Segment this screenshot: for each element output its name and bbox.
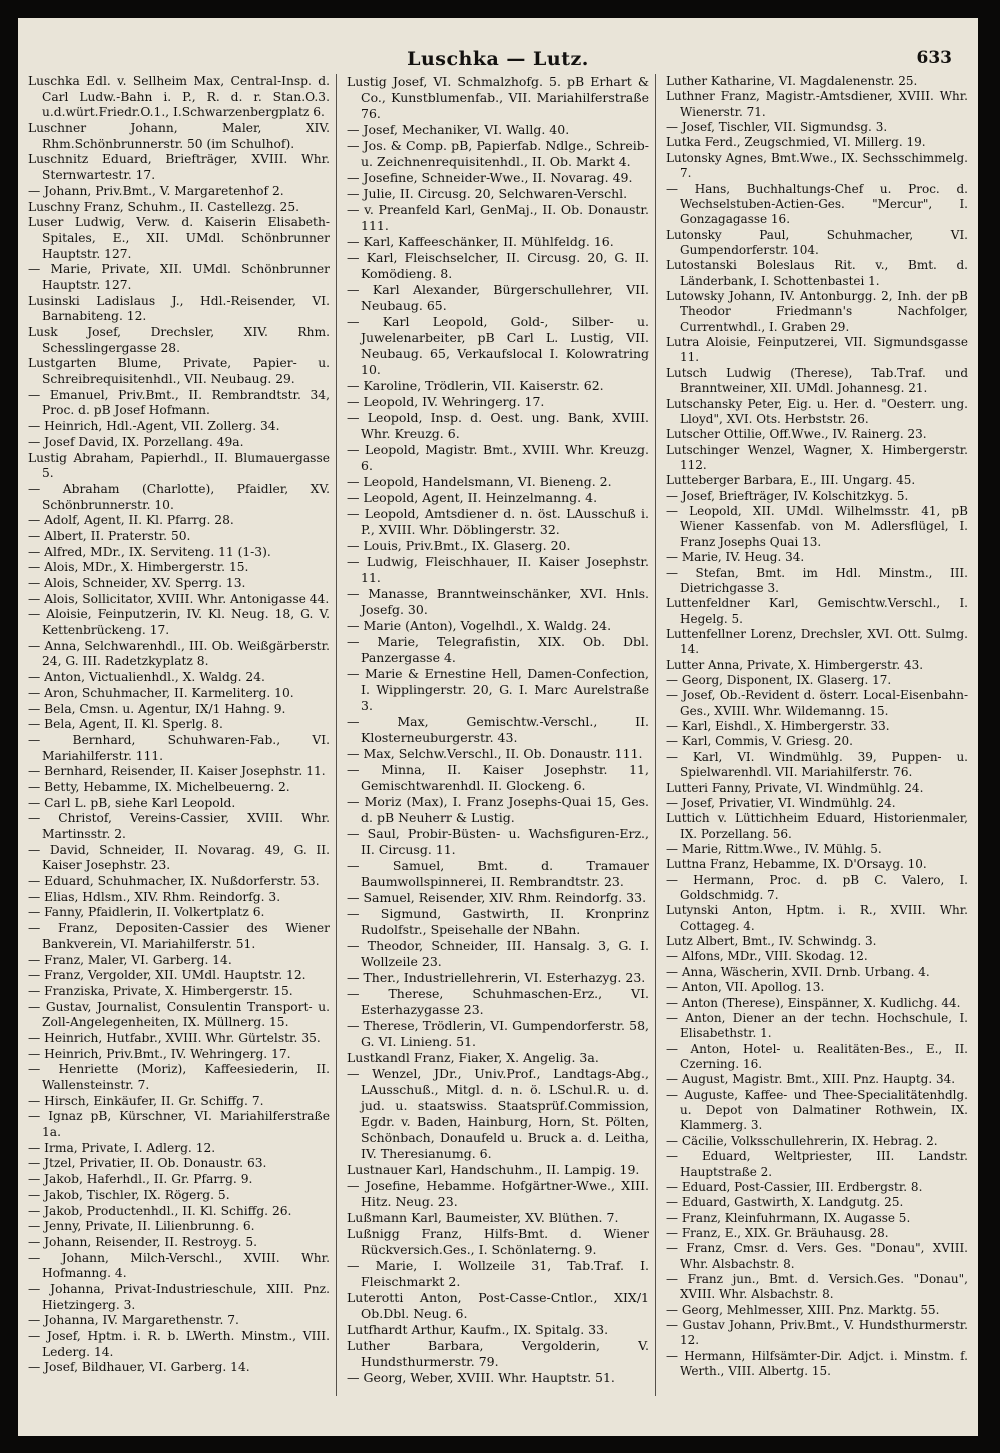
directory-entry: — Fanny, Pfaidlerin, II. Volkertplatz 6. [28,905,265,920]
directory-entry: — Jakob, Tischler, IX. Rögerg. 5. [28,1187,230,1202]
directory-entry: — Marie & Ernestine Hell, Damen-Confection, I. Wipplingerstr. 20, G. I. Marc Aurelstraße 3. [347,666,649,713]
directory-entry: — Karoline, Trödlerin, VII. Kaiserstr. 62. [347,378,604,393]
directory-entry: Lusinski Ladislaus J., Hdl.-Reisender, VI. Barnabiteng. 12. [28,293,330,324]
directory-entry: — Sigmund, Gastwirth, II. Kronprinz Rudolfstr., Speisehalle der NBahn. [347,906,649,937]
directory-entry: — Josefine, Hebamme. Hofgärtner-Wwe., XIII. Hitz. Neug. 23. [347,1178,649,1209]
directory-entry: — Anton (Therese), Einspänner, X. Kudlichg. 44. [666,995,961,1010]
directory-entry: Lutsch Ludwig (Therese), Tab.Traf. und Branntweiner, XII. UMdl. Johannesg. 21. [666,365,968,396]
directory-entry: Luschner Johann, Maler, XIV. Rhm.Schönbrunnerstr. 50 (im Schulhof). [28,121,330,151]
directory-entry: — Karl Leopold, Gold-, Silber- u. Juwelenarbeiter, pB Carl L. Lustig, VII. Neubaug. 65, Verkaufslocal I. Kolowratring 10. [347,314,649,377]
directory-entry: — Bela, Agent, II. Kl. Sperlg. 8. [28,717,223,732]
directory-entry: Luttna Franz, Hebamme, IX. D'Orsayg. 10. [666,857,927,872]
directory-entry: — Eduard, Weltpriester, III. Landstr. Hauptstraße 2. [666,1149,968,1179]
directory-entry: Lutschinger Wenzel, Wagner, X. Himbergerstr. 112. [666,442,968,472]
directory-entry: — Carl L. pB, siehe Karl Leopold. [28,795,236,810]
directory-entry: Lutfhardt Arthur, Kaufm., IX. Spitalg. 33. [347,1322,609,1337]
directory-entry: — Josef, Ob.-Revident d. österr. Local-Eisenbahn-Ges., XVIII. Whr. Wildemanng. 15. [666,688,968,718]
directory-entry: Lutowsky Johann, IV. Antonburgg. 2, Inh. der pB Theodor Friedmann's Nachfolger, Currentwhdl., I. Graben 29. [666,289,968,334]
directory-entry: — Bernhard, Reisender, II. Kaiser Josephstr. 11. [28,764,326,779]
directory-entry: — Therese, Trödlerin, VI. Gumpendorferstr. 58, G. VI. Linieng. 51. [347,1018,649,1049]
directory-entry: Luschka Edl. v. Sellheim Max, Central-Insp. d. Carl Ludw.-Bahn i. P., R. d. r. Stan.O.3. u.d.würt.Friedr.O.1., I.Schwarzenbergplatz 6. [28,74,330,120]
directory-entry: — Franz, E., XIX. Gr. Bräuhausg. 28. [666,1225,889,1240]
directory-entry: — Leopold, Insp. d. Oest. ung. Bank, XVIII. Whr. Kreuzg. 6. [347,410,649,441]
directory-entry: — Jakob, Haferhdl., II. Gr. Pfarrg. 9. [28,1172,253,1187]
column-left [28,74,337,1396]
directory-entry: Luther Katharine, VI. Magdalenenstr. 25. [666,74,918,88]
directory-entry: — Josef, Mechaniker, VI. Wallg. 40. [347,122,570,137]
directory-entry: — Karl, VI. Windmühlg. 39, Puppen- u. Spielwarenhdl. VII. Mariahilferstr. 76. [666,749,968,780]
directory-entry: — August, Magistr. Bmt., XIII. Pnz. Hauptg. 34. [666,1072,956,1087]
directory-entry: — Henriette (Moriz), Kaffeesiederin, II. Wallensteinstr. 7. [28,1062,330,1092]
directory-entry: — Cäcilie, Volksschullehrerin, IX. Hebrag. 2. [666,1133,938,1148]
directory-entry: — David, Schneider, II. Novarag. 49, G. II. Kaiser Josephstr. 23. [28,842,330,873]
directory-entry: — Louis, Priv.Bmt., IX. Glaserg. 20. [347,538,571,553]
directory-entry: — Bela, Cmsn. u. Agentur, IX/1 Hahng. 9. [28,701,286,716]
directory-entry: — Elias, Hdlsm., XIV. Rhm. Reindorfg. 3. [28,889,281,904]
directory-entry: — Saul, Probir-Büsten- u. Wachsfiguren-Erz., II. Circusg. 11. [347,826,649,857]
directory-entry: Lutteberger Barbara, E., III. Ungarg. 45. [666,473,916,488]
directory-entry: — Karl Alexander, Bürgerschullehrer, VII. Neubaug. 65. [347,282,649,313]
directory-entry: — Franz, Maler, VI. Garberg. 14. [28,952,232,967]
directory-entry: Lutka Ferd., Zeugschmied, VI. Millerg. 19. [666,135,926,150]
directory-entry: — Eduard, Gastwirth, X. Landgutg. 25. [666,1195,904,1210]
directory-entry: — Josefine, Schneider-Wwe., II. Novarag. 49. [347,170,633,185]
directory-entry: Lusk Josef, Drechsler, XIV. Rhm. Schesslingergasse 28. [28,325,330,355]
directory-entry: Lutra Aloisie, Feinputzerei, VII. Sigmundsgasse 11. [666,335,968,365]
directory-entry: — Anna, Selchwarenhdl., III. Ob. Weißgärberstr. 24, G. III. Radetzkyplatz 8. [28,638,330,669]
directory-entry: — Emanuel, Priv.Bmt., II. Rembrandtstr. 34, Proc. d. pB Josef Hofmann. [28,387,330,418]
directory-entry: — Julie, II. Circusg. 20, Selchwaren-Verschl. [347,186,628,201]
directory-entry: Luschnitz Eduard, Briefträger, XVIII. Whr. Sternwartestr. 17. [28,152,330,183]
directory-entry: — Max, Gemischtw.-Verschl., II. Klosterneuburgerstr. 43. [347,714,649,745]
directory-entry: — Leopold, Handelsmann, VI. Bieneng. 2. [347,474,612,489]
directory-entry: — Betty, Hebamme, IX. Michelbeuerng. 2. [28,779,290,794]
directory-entry: — Franziska, Private, X. Himbergerstr. 15. [28,983,293,998]
directory-entry: — Johann, Reisender, II. Restroyg. 5. [28,1234,258,1249]
directory-entry: — Karl, Commis, V. Griesg. 20. [666,734,853,749]
directory-entry: — Jtzel, Privatier, II. Ob. Donaustr. 63. [28,1156,267,1171]
directory-entry: — Franz, Vergolder, XII. UMdl. Hauptstr. 12. [28,968,306,983]
directory-entry: — Karl, Fleischselcher, II. Circusg. 20, G. II. Komödieng. 8. [347,250,649,281]
directory-entry: Lußmann Karl, Baumeister, XV. Blüthen. 7. [347,1210,619,1225]
directory-entry: — Therese, Schuhmaschen-Erz., VI. Esterhazygasse 23. [347,986,649,1017]
directory-entry: — Eduard, Schuhmacher, IX. Nußdorferstr. 53. [28,874,320,889]
directory-entry: — Johann, Milch-Verschl., XVIII. Whr. Hofmanng. 4. [28,1250,330,1281]
directory-entry: — Ther., Industriellehrerin, VI. Esterhazyg. 23. [347,970,646,985]
directory-entry: — Anton, Diener an der techn. Hochschule, I. Elisabethstr. 1. [666,1010,968,1041]
directory-entry: — Johanna, IV. Margarethenstr. 7. [28,1313,239,1328]
directory-entry: — Marie (Anton), Vogelhdl., X. Waldg. 24. [347,618,612,633]
directory-entry: — Johanna, Privat-Industrieschule, XIII. Pnz. Hietzingerg. 3. [28,1281,330,1312]
directory-entry: — Manasse, Branntweinschänker, XVI. Hnls. Josefg. 30. [347,586,649,617]
directory-entry: — Jenny, Private, II. Lilienbrunng. 6. [28,1219,255,1234]
directory-entry: — Abraham (Charlotte), Pfaidler, XV. Schönbrunnerstr. 10. [28,481,330,512]
directory-entry: — Alois, MDr., X. Himbergerstr. 15. [28,560,249,575]
directory-entry: Luthner Franz, Magistr.-Amtsdiener, XVIII. Whr. Wienerstr. 71. [666,89,968,119]
directory-entry: — Franz, Depositen-Cassier des Wiener Bankverein, VI. Mariahilferstr. 51. [28,921,330,951]
directory-entry: — Aron, Schuhmacher, II. Karmeliterg. 10. [28,685,294,700]
column-middle [347,74,656,1396]
directory-entry: Lutynski Anton, Hptm. i. R., XVIII. Whr. Cottageg. 4. [666,903,968,933]
directory-entry: Lutteri Fanny, Private, VI. Windmühlg. 24. [666,780,924,795]
directory-entry: — Leopold, IV. Wehringerg. 17. [347,394,545,409]
directory-entry: — Marie, IV. Heug. 34. [666,550,805,565]
directory-entry: — Marie, I. Wollzeile 31, Tab.Traf. I. Fleischmarkt 2. [347,1258,649,1289]
directory-entry: — Eduard, Post-Cassier, III. Erdbergstr. 8. [666,1179,923,1194]
directory-entry: — Hermann, Proc. d. pB C. Valero, I. Goldschmidg. 7. [666,872,968,903]
directory-entry: — Leopold, XII. UMdl. Wilhelmsstr. 41, pB Wiener Kassenfab. von M. Adlersflügel, I. Franz Josephs Quai 13. [666,504,968,549]
directory-entry: — Ignaz pB, Kürschner, VI. Mariahilferstraße 1a. [28,1109,330,1140]
directory-entry: — Heinrich, Hdl.-Agent, VII. Zollerg. 34. [28,419,280,434]
directory-entry: Lutonsky Agnes, Bmt.Wwe., IX. Sechsschimmelg. 7. [666,150,968,181]
directory-entry: — Irma, Private, I. Adlerg. 12. [28,1140,216,1155]
directory-entry: — Stefan, Bmt. im Hdl. Minstm., III. Dietrichgasse 3. [666,565,968,595]
directory-entry: — Marie, Rittm.Wwe., IV. Mühlg. 5. [666,841,882,856]
directory-entry: — Leopold, Agent, II. Heinzelmanng. 4. [347,490,598,505]
directory-entry: — Theodor, Schneider, III. Hansalg. 3, G. I. Wollzeile 23. [347,938,649,969]
directory-entry: — Hans, Buchhaltungs-Chef u. Proc. d. Wechselstuben-Actien-Ges. "Mercur", I. Gonzagagasse 16. [666,181,968,227]
directory-entry: — Hirsch, Einkäufer, II. Gr. Schiffg. 7. [28,1093,264,1108]
directory-entry: — Moriz (Max), I. Franz Josephs-Quai 15, Ges. d. pB Neuherr & Lustig. [347,794,649,825]
directory-entry: — Alois, Schneider, XV. Sperrg. 13. [28,576,246,590]
directory-entry: Luttenfellner Lorenz, Drechsler, XVI. Ott. Sulmg. 14. [666,626,968,657]
directory-entry: — Minna, II. Kaiser Josephstr. 11, Gemischtwarenhdl. II. Glockeng. 6. [347,762,649,793]
directory-entry: Lutonsky Paul, Schuhmacher, VI. Gumpendorferstr. 104. [666,227,968,257]
directory-entry: Lutostanski Boleslaus Rit. v., Bmt. d. Länderbank, I. Schottenbastei 1. [666,258,968,288]
directory-entry: — Karl, Eishdl., X. Himbergerstr. 33. [666,719,890,734]
directory-entry: — Max, Selchw.Verschl., II. Ob. Donaustr. 111. [347,746,643,761]
directory-entry: — Georg, Disponent, IX. Glaserg. 17. [666,673,892,688]
directory-entry: — Leopold, Amtsdiener d. n. öst. LAusschuß i. P., XVIII. Whr. Döblingerstr. 32. [347,506,649,537]
directory-entry: — Franz, Kleinfuhrmann, IX. Augasse 5. [666,1210,911,1225]
directory-entry: — Heinrich, Hutfabr., XVIII. Whr. Gürtelstr. 35. [28,1030,321,1045]
directory-entry: — Josef, Privatier, VI. Windmühlg. 24. [666,795,896,810]
directory-entry: — Franz jun., Bmt. d. Versich.Ges. "Donau", XVIII. Whr. Alsbachstr. 8. [666,1272,968,1302]
directory-entry: Lustig Abraham, Papierhdl., II. Blumauergasse 5. [28,450,330,481]
directory-entry: Lutschansky Peter, Eig. u. Her. d. "Oesterr. ung. Lloyd", XVI. Ots. Herbststr. 26. [666,396,968,426]
directory-entry: Luterotti Anton, Post-Casse-Cntlor., XIX/1 Ob.Dbl. Neug. 6. [347,1290,649,1321]
directory-entry: — Josef, Briefträger, IV. Kolschitzkyg. 5. [666,488,909,503]
directory-entry: — v. Preanfeld Karl, GenMaj., II. Ob. Donaustr. 111. [347,202,649,233]
directory-entry: — Alfons, MDr., VIII. Skodag. 12. [666,949,868,964]
directory-page [18,18,978,1436]
directory-entry: Lustnauer Karl, Handschuhm., II. Lampig. 19. [347,1162,640,1177]
directory-entry: — Gustav, Journalist, Consulentin Transport- u. Zoll-Angelegenheiten, IX. Müllnerg. 15. [28,999,330,1030]
directory-entry: — Josef, Tischler, VII. Sigmundsg. 3. [666,120,888,135]
directory-entry: — Alfred, MDr., IX. Serviteng. 11 (1-3). [28,544,271,559]
directory-entry: — Aloisie, Feinputzerin, IV. Kl. Neug. 18, G. V. Kettenbrückeng. 17. [28,607,330,638]
directory-entry: — Josef David, IX. Porzellang. 49a. [28,434,244,449]
directory-entry: — Christof, Vereins-Cassier, XVIII. Whr. Martinsstr. 2. [28,811,330,841]
directory-entry: — Adolf, Agent, II. Kl. Pfarrg. 28. [28,513,234,528]
directory-entry: — Johann, Priv.Bmt., V. Margaretenhof 2. [28,183,284,198]
directory-entry: — Alois, Sollicitator, XVIII. Whr. Antonigasse 44. [28,591,330,606]
directory-entry: Lutz Albert, Bmt., IV. Schwindg. 3. [666,934,877,949]
directory-entry: Lustgarten Blume, Private, Papier- u. Schreibrequisitenhdl., VII. Neubaug. 29. [28,356,330,387]
directory-entry: — Anton, Victualienhdl., X. Waldg. 24. [28,670,265,685]
page-number: 633 [916,48,952,68]
directory-entry: Luschny Franz, Schuhm., II. Castellezg. 25. [28,199,300,214]
directory-entry: — Samuel, Reisender, XIV. Rhm. Reindorfg. 33. [347,890,647,905]
directory-entry: — Wenzel, JDr., Univ.Prof., Landtags-Abg., LAusschuß., Mitgl. d. n. ö. LSchul.R. u. d. jud. u. staatswiss. Staatsprüf.Commission, Egdr. v. Baden, Hainburg, Horn, St. Pölten, Schönbach, Donaufeld u. Bruck a. d. Leitha, IV. Theresianumg. 6. [347,1066,649,1161]
directory-entry: — Josef, Hptm. i. R. b. LWerth. Minstm., VIII. Lederg. 14. [28,1329,330,1359]
directory-entry: — Albert, II. Praterstr. 50. [28,528,191,543]
directory-entry: — Ludwig, Fleischhauer, II. Kaiser Josephstr. 11. [347,554,649,585]
directory-entry: — Franz, Cmsr. d. Vers. Ges. "Donau", XVIII. Whr. Alsbachstr. 8. [666,1241,968,1271]
directory-entry: — Josef, Bildhauer, VI. Garberg. 14. [28,1360,250,1375]
directory-entry: — Jos. & Comp. pB, Papierfab. Ndlge., Schreib- u. Zeichnenrequisitenhdl., II. Ob. Markt 4. [347,138,649,169]
directory-entry: — Marie, Telegrafistin, XIX. Ob. Dbl. Panzergasse 4. [347,634,649,665]
entry-columns [28,74,968,1396]
directory-entry: — Bernhard, Schuhwaren-Fab., VI. Mariahilferstr. 111. [28,732,330,763]
directory-entry: Lußnigg Franz, Hilfs-Bmt. d. Wiener Rückversich.Ges., I. Schönlaterng. 9. [347,1226,649,1257]
directory-entry: — Hermann, Hilfsämter-Dir. Adjct. i. Minstm. f. Werth., VIII. Albertg. 15. [666,1348,968,1379]
directory-entry: — Karl, Kaffeeschänker, II. Mühlfeldg. 16. [347,234,614,249]
directory-entry: — Georg, Weber, XVIII. Whr. Hauptstr. 51. [347,1370,615,1385]
directory-entry: Luther Barbara, Vergolderin, V. Hundsthurmerstr. 79. [347,1338,649,1369]
directory-entry: Luttich v. Lüttichheim Eduard, Historienmaler, IX. Porzellang. 56. [666,811,968,841]
running-title: Luschka — Lutz. [407,48,589,70]
directory-entry: — Anna, Wäscherin, XVII. Drnb. Urbang. 4. [666,964,930,979]
column-right [666,74,968,1396]
directory-entry: Lutscher Ottilie, Off.Wwe., IV. Rainerg. 23. [666,427,927,442]
directory-entry: Luser Ludwig, Verw. d. Kaiserin Elisabeth-Spitales, E., XII. UMdl. Schönbrunner Hauptstr. 127. [28,215,330,261]
directory-entry: — Auguste, Kaffee- und Thee-Specialitätenhdlg. u. Depot von Dalmatiner Rothwein, IX. Klammerg. 3. [666,1087,968,1133]
directory-entry: — Heinrich, Priv.Bmt., IV. Wehringerg. 17. [28,1046,291,1061]
directory-entry: — Anton, Hotel- u. Realitäten-Bes., E., II. Czerning. 16. [666,1041,968,1071]
directory-entry: — Marie, Private, XII. UMdl. Schönbrunner Hauptstr. 127. [28,262,330,292]
directory-entry: Lustig Josef, VI. Schmalzhofg. 5. pB Erhart & Co., Kunstblumenfab., VII. Mariahilferstraße 76. [347,74,649,121]
directory-entry: — Leopold, Magistr. Bmt., XVIII. Whr. Kreuzg. 6. [347,442,649,473]
directory-entry: — Jakob, Productenhdl., II. Kl. Schiffg. 26. [28,1203,292,1218]
directory-entry: Luttenfeldner Karl, Gemischtw.Verschl., I. Hegelg. 5. [666,596,968,626]
directory-entry: — Samuel, Bmt. d. Tramauer Baumwollspinnerei, II. Rembrandtstr. 23. [347,858,649,889]
directory-entry: — Georg, Mehlmesser, XIII. Pnz. Marktg. 55. [666,1302,940,1317]
directory-entry: Lustkandl Franz, Fiaker, X. Angelig. 3a. [347,1050,599,1065]
directory-entry: Lutter Anna, Private, X. Himbergerstr. 43. [666,657,924,672]
directory-entry: — Anton, VII. Apollog. 13. [666,980,825,995]
directory-entry: — Gustav Johann, Priv.Bmt., V. Hundsthurmerstr. 12. [666,1318,968,1348]
